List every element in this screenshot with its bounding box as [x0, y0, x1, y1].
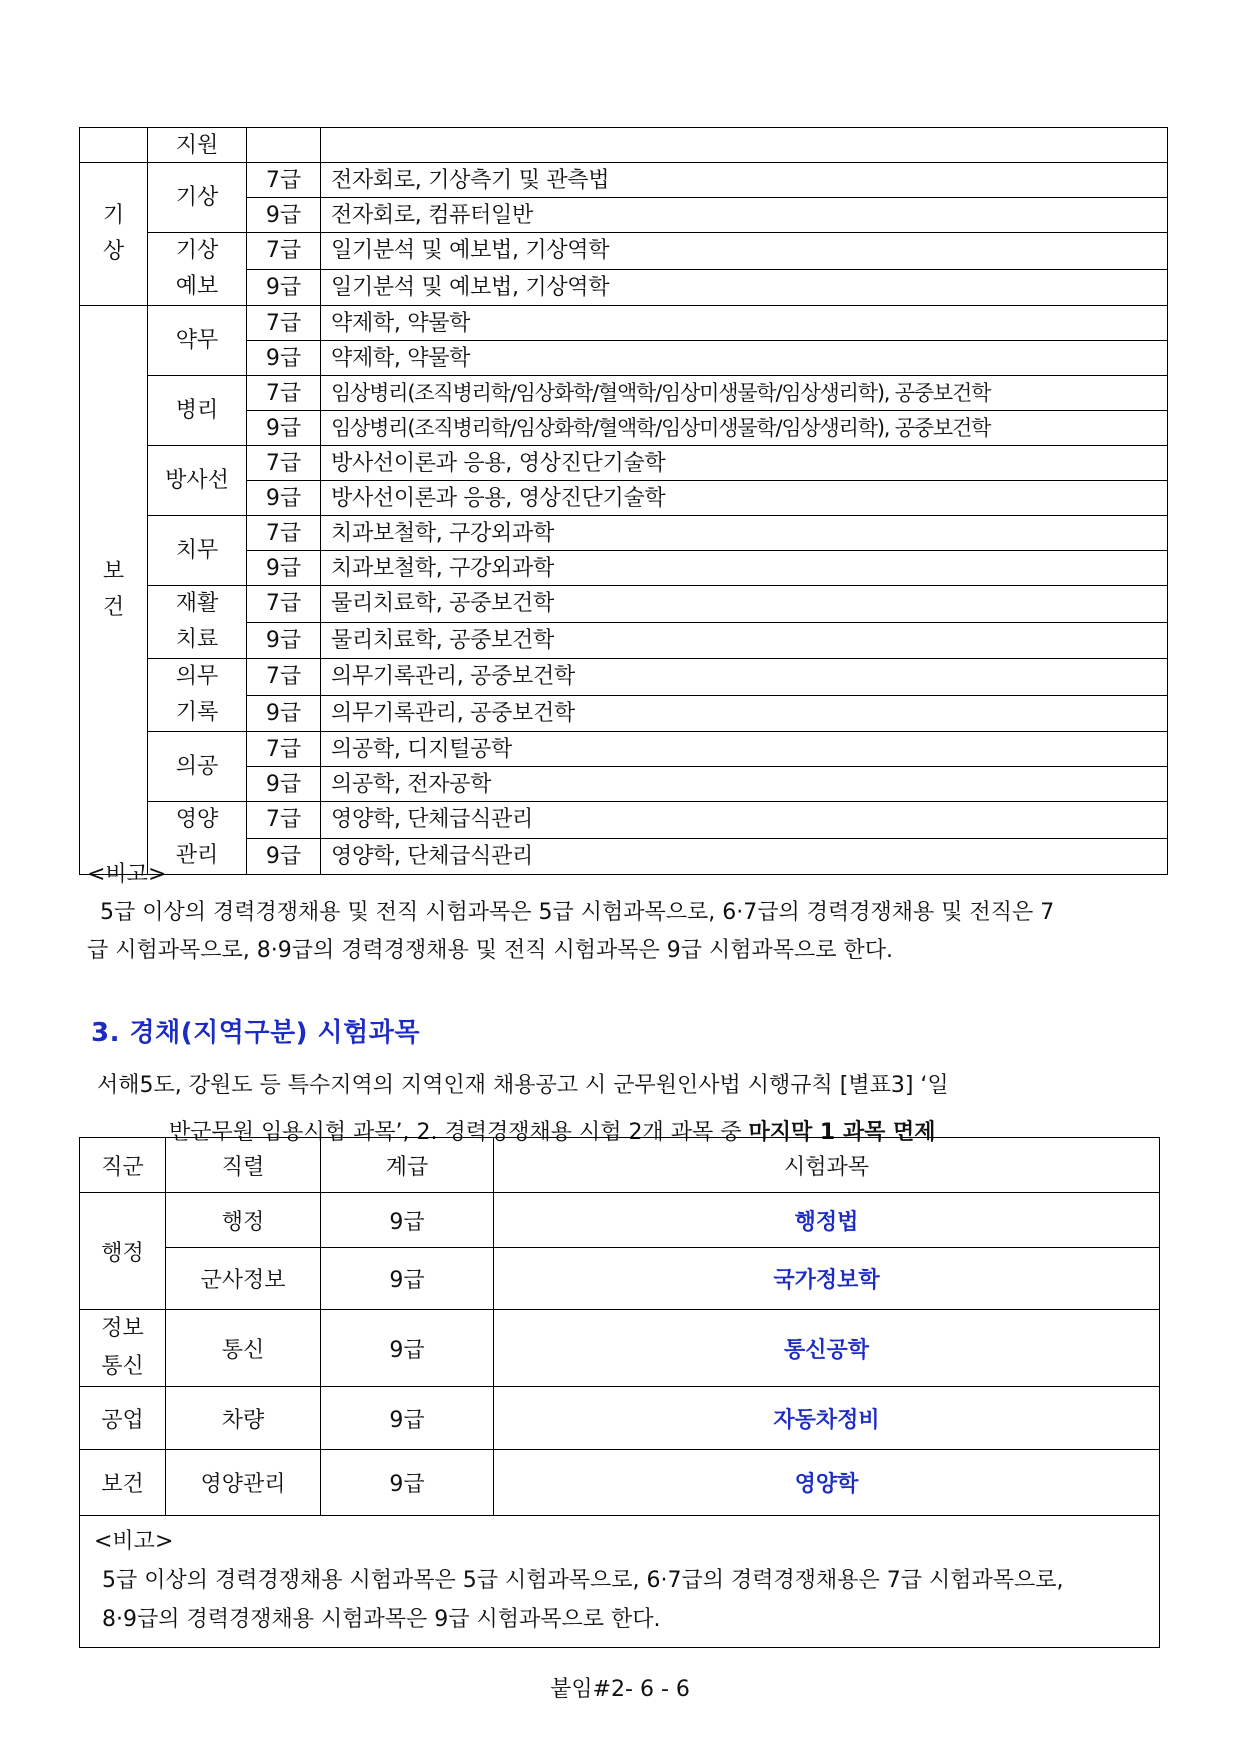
remark-label: <비고>: [87, 862, 167, 887]
subject-cell: [321, 128, 1168, 163]
table-row: [80, 732, 1168, 767]
grade-cell: 9급: [247, 481, 321, 516]
subject-cell: 일기분석 및 예보법, 기상역학: [321, 233, 1168, 270]
gun-cell: 행정: [80, 1193, 166, 1310]
grade-cell: 7급: [247, 516, 321, 551]
jikryeol-cell: 행정: [166, 1193, 321, 1248]
grade-cell: 9급: [321, 1193, 494, 1248]
subject-cell: 국가정보학: [494, 1248, 1160, 1310]
table-row: [80, 516, 1168, 551]
subject-cell: 치과보철학, 구강외과학: [321, 516, 1168, 551]
gun-cell: 보 건: [80, 306, 148, 875]
subject-cell: 방사선이론과 응용, 영상진단기술학: [321, 481, 1168, 516]
subject-cell: 전자회로, 컴퓨터일반: [321, 198, 1168, 233]
grade-cell: 9급: [321, 1450, 494, 1516]
header-row: [80, 1138, 1160, 1193]
subject-cell: 물리치료학, 공중보건학: [321, 586, 1168, 623]
grade-cell: 9급: [247, 622, 321, 659]
grade-cell: 7급: [247, 732, 321, 767]
jikryeol-cell: 의무 기록: [148, 659, 247, 732]
gun-cell: 정보 통신: [80, 1310, 166, 1387]
intro-emphasis: 마지막 1 과목 면제: [748, 1120, 936, 1145]
subject-cell: 영양학: [494, 1450, 1160, 1516]
remark-line: 급 시험과목으로, 8·9급의 경력경쟁채용 및 전직 시험과목은 9급 시험과목으로 한다.: [87, 938, 893, 963]
grade-cell: 9급: [247, 551, 321, 586]
gun-cell: 기 상: [80, 163, 148, 306]
subject-cell: 영양학, 단체급식관리: [321, 838, 1168, 875]
grade-cell: 7급: [247, 659, 321, 696]
remark-block: [87, 856, 1167, 970]
subject-cell: 자동차정비: [494, 1387, 1160, 1450]
note-line: 5급 이상의 경력경쟁채용 시험과목은 5급 시험과목으로, 6·7급의 경력경쟁채용은 7급 시험과목으로,: [102, 1568, 1064, 1593]
table-row: [80, 659, 1168, 696]
subject-cell: 방사선이론과 응용, 영상진단기술학: [321, 446, 1168, 481]
jikryeol-cell: 군사정보: [166, 1248, 321, 1310]
jikryeol-cell: 약무: [148, 306, 247, 376]
subject-cell: 의무기록관리, 공중보건학: [321, 659, 1168, 696]
table-row: [80, 1450, 1160, 1516]
jikryeol-cell: 차량: [166, 1387, 321, 1450]
table-row: [80, 163, 1168, 198]
grade-cell: 9급: [321, 1248, 494, 1310]
table-row: [80, 233, 1168, 270]
gun-cell: [80, 128, 148, 163]
note-row: [80, 1516, 1160, 1648]
grade-cell: 7급: [247, 446, 321, 481]
table-row: [80, 586, 1168, 623]
table-row: [80, 1193, 1160, 1248]
header-cell: 직렬: [166, 1138, 321, 1193]
table-row: [80, 128, 1168, 163]
exam-subjects-table-continued: [79, 127, 1168, 875]
note-cell: [80, 1516, 1160, 1648]
note-label: <비고>: [94, 1529, 174, 1554]
subject-cell: 통신공학: [494, 1310, 1160, 1387]
grade-cell: 7급: [247, 233, 321, 270]
subject-cell: 전자회로, 기상측기 및 관측법: [321, 163, 1168, 198]
grade-cell: 7급: [247, 802, 321, 839]
subject-cell: 치과보철학, 구강외과학: [321, 551, 1168, 586]
subject-cell: 약제학, 약물학: [321, 306, 1168, 341]
subject-cell: 일기분석 및 예보법, 기상역학: [321, 269, 1168, 306]
jikryeol-cell: 치무: [148, 516, 247, 586]
grade-cell: 9급: [247, 838, 321, 875]
grade-cell: 7급: [247, 163, 321, 198]
table-row: [80, 446, 1168, 481]
jikryeol-cell: 재활 치료: [148, 586, 247, 659]
grade-cell: 9급: [247, 269, 321, 306]
intro-line: 서해5도, 강원도 등 특수지역의 지역인재 채용공고 시 군무원인사법 시행규칙 [별표3] ‘일: [97, 1073, 949, 1098]
table-row: [80, 1248, 1160, 1310]
subject-cell: 의공학, 전자공학: [321, 767, 1168, 802]
table-row: [80, 306, 1168, 341]
grade-cell: 7급: [247, 586, 321, 623]
jikryeol-cell: 의공: [148, 732, 247, 802]
jikryeol-cell: 병리: [148, 376, 247, 446]
subject-cell: 임상병리(조직병리학/임상화학/혈액학/임상미생물학/임상생리학), 공중보건학: [321, 376, 1168, 411]
intro-text: 반군무원 임용시험 과목’, 2. 경력경쟁채용 시험 2개 과목 중: [169, 1120, 749, 1145]
jikryeol-cell: 기상: [148, 163, 247, 233]
grade-cell: 9급: [247, 767, 321, 802]
subject-cell: 행정법: [494, 1193, 1160, 1248]
grade-cell: 9급: [247, 411, 321, 446]
header-cell: 시험과목: [494, 1138, 1160, 1193]
subject-cell: 의공학, 디지털공학: [321, 732, 1168, 767]
jikryeol-cell: 영양관리: [166, 1450, 321, 1516]
jikryeol-cell: 영양 관리: [148, 802, 247, 875]
subject-cell: 약제학, 약물학: [321, 341, 1168, 376]
grade-cell: 9급: [247, 695, 321, 732]
table-row: [80, 802, 1168, 839]
subject-cell: 영양학, 단체급식관리: [321, 802, 1168, 839]
jikryeol-cell: 통신: [166, 1310, 321, 1387]
header-cell: 계급: [321, 1138, 494, 1193]
grade-cell: 9급: [321, 1387, 494, 1450]
grade-cell: [247, 128, 321, 163]
grade-cell: 9급: [247, 341, 321, 376]
jikryeol-cell: 기상 예보: [148, 233, 247, 306]
jikryeol-cell: 방사선: [148, 446, 247, 516]
note-line: 8·9급의 경력경쟁채용 시험과목은 9급 시험과목으로 한다.: [102, 1607, 661, 1632]
table-row: [80, 1387, 1160, 1450]
section-title: 3. 경채(지역구분) 시험과목: [91, 1018, 420, 1048]
grade-cell: 9급: [247, 198, 321, 233]
page-footer: 붙임#2- 6 - 6: [550, 1677, 690, 1702]
gun-cell: 공업: [80, 1387, 166, 1450]
subject-cell: 의무기록관리, 공중보건학: [321, 695, 1168, 732]
grade-cell: 7급: [247, 306, 321, 341]
header-cell: 직군: [80, 1138, 166, 1193]
grade-cell: 7급: [247, 376, 321, 411]
subject-cell: 임상병리(조직병리학/임상화학/혈액학/임상미생물학/임상생리학), 공중보건학: [321, 411, 1168, 446]
jikryeol-cell: 지원: [148, 128, 247, 163]
grade-cell: 9급: [321, 1310, 494, 1387]
regional-exam-subjects-table: [79, 1137, 1160, 1648]
subject-cell: 물리치료학, 공중보건학: [321, 622, 1168, 659]
remark-line: 5급 이상의 경력경쟁채용 및 전직 시험과목은 5급 시험과목으로, 6·7급의 경력경쟁채용 및 전직은 7: [100, 900, 1055, 925]
gun-cell: 보건: [80, 1450, 166, 1516]
table-row: [80, 1310, 1160, 1387]
table-row: [80, 376, 1168, 411]
